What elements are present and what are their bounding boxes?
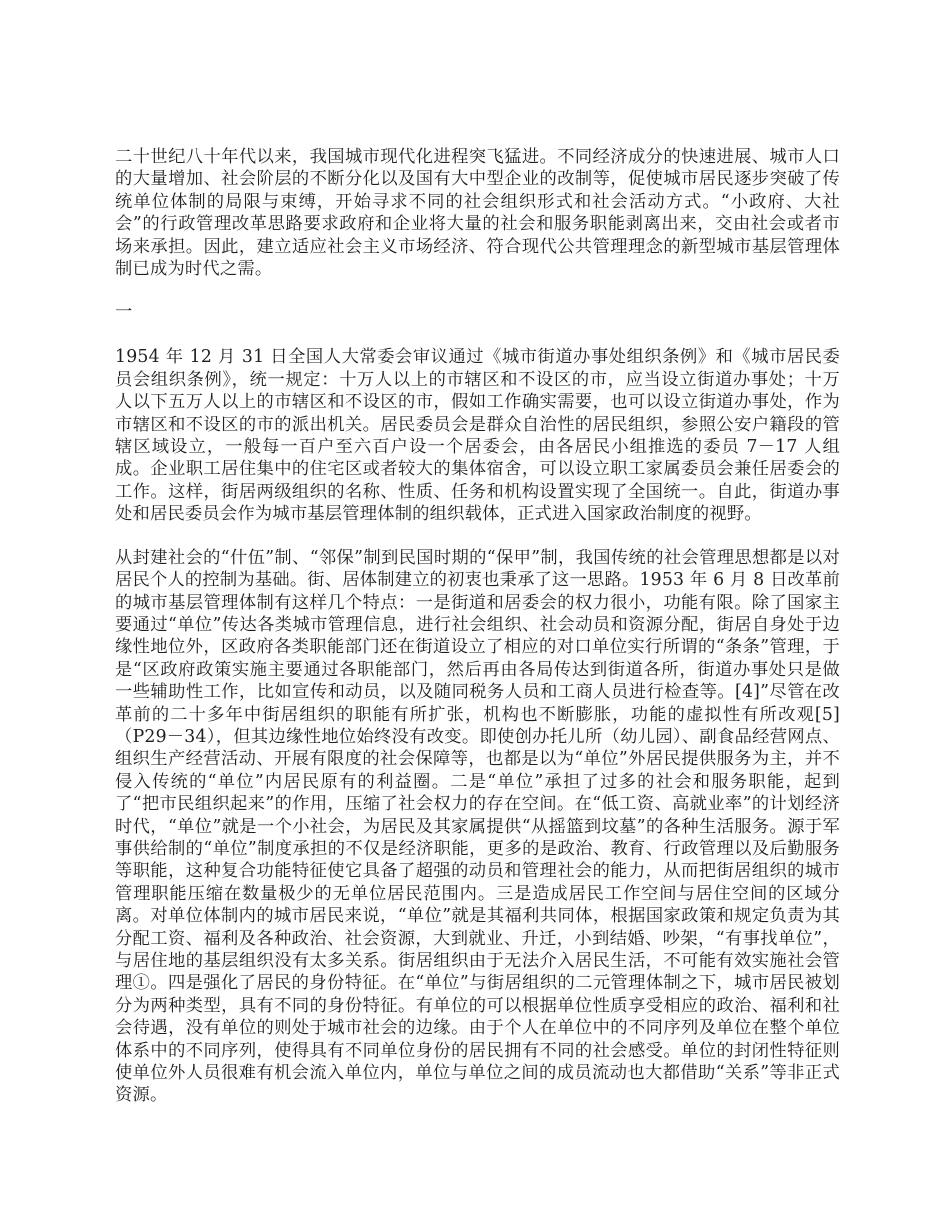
document-body — [115, 146, 840, 1128]
intro-paragraph: 二十世纪八十年代以来，我国城市现代化进程突飞猛进。不同经济成分的快速进展、城市人口的大量增加、社会阶层的不断分化以及国有大中型企业的改制等，促使城市居民逐步突破了传统单位体制的局限与束缚，开始寻求不同的社会组织形式和社会活动方式。“小政府、大社会”的行政管理改革思路要求政府和企业将大量的社会和服务职能剥离出来，交由社会或者市场来承担。因此，建立适应社会主义市场经济、符合现代公共管理理念的新型城市基层管理体制已成为时代之需。 — [115, 147, 840, 280]
history-paragraph: 从封建社会的“什伍”制、“邻保”制到民国时期的“保甲”制，我国传统的社会管理思想都是以对居民个人的控制为基础。街、居体制建立的初衷也秉承了这一思路。1953 年 6 月 8 日改革前的城市基层管理体制有这样几个特点：一是街道和居委会的权力很小，功能有限。除了国家主要通过“单位”传达各类城市管理信息，进行社会组织、社会动员和资源分配，街居自身处于边缘性地位外，区政府各类职能部门还在街道设立了相应的对口单位实行所谓的“条条”管理，于是“区政府政策实施主要通过各职能部门，然后再由各局传达到街道各所，街道办事处只是做一些辅助性工作，比如宣传和动员，以及随同税务人员和工商人员进行检查等。[4]”尽管在改革前的二十多年中街居组织的职能有所扩张，机构也不断膨胀，功能的虚拟性有所改观[5]（P29－34），但其边缘性地位始终没有改变。即使创办托儿所（幼儿园）、副食品经营网点、组织生产经营活动、开展有限度的社会保障等，也都是以为“单位”外居民提供服务为主，并不侵入传统的“单位”内居民原有的利益圈。二是“单位”承担了过多的社会和服务职能，起到了“把市民组织起来”的作用，压缩了社会权力的存在空间。在“低工资、高就业率”的计划经济时代，“单位”就是一个小社会，为居民及其家属提供“从摇篮到坟墓”的各种生活服务。源于军事供给制的“单位”制度承担的不仅是经济职能，更多的是政治、教育、行政管理以及后勤服务等职能，这种复合功能特征使它具备了超强的动员和管理社会的能力，从而把街居组织的城市管理职能压缩在数量极少的无单位居民范围内。三是造成居民工作空间与居住空间的区域分离。对单位体制内的城市居民来说，“单位”就是其福利共同体，根据国家政策和规定负责为其分配工资、福利及各种政治、社会资源，大到就业、升迁，小到结婚、吵架，“有事找单位”，与居住地的基层组织没有太多关系。街居组织由于无法介入居民生活，不可能有效实施社会管理①。四是强化了居民的身份特征。在“单位”与街居组织的二元管理体制之下，城市居民被划分为两种类型，具有不同的身份特征。有单位的可以根据单位性质享受相应的政治、福利和社会待遇，没有单位的则处于城市社会的边缘。由于个人在单位中的不同序列及单位在整个单位体系中的不同序列，使得具有不同单位身份的居民拥有不同的社会感受。单位的封闭性特征则使单位外人员很难有机会流入单位内，单位与单位之间的成员流动也大都借助“关系”等非正式资源。 — [115, 547, 840, 1106]
section-heading-one: 一 — [115, 302, 133, 323]
regulation-paragraph: 1954 年 12 月 31 日全国人大常委会审议通过《城市街道办事处组织条例》和《城市居民委员会组织条例》，统一规定：十万人以上的市辖区和不设区的市，应当设立街道办事处；十万人以下五万人以上的市辖区和不设区的市，假如工作确实需要，也可以设立街道办事处，作为市辖区和不设区的市的派出机关。居民委员会是群众自治性的居民组织，参照公安户籍段的管辖区域设立，一般每一百户至六百户设一个居委会，由各居民小组推选的委员 7－17 人组成。企业职工居住集中的住宅区或者较大的集体宿舍，可以设立职工家属委员会兼任居委会的工作。这样，街居两级组织的名称、性质、任务和机构设置实现了全国统一。自此，街道办事处和居民委员会作为城市基层管理体制的组织载体，正式进入国家政治制度的视野。 — [115, 347, 840, 525]
